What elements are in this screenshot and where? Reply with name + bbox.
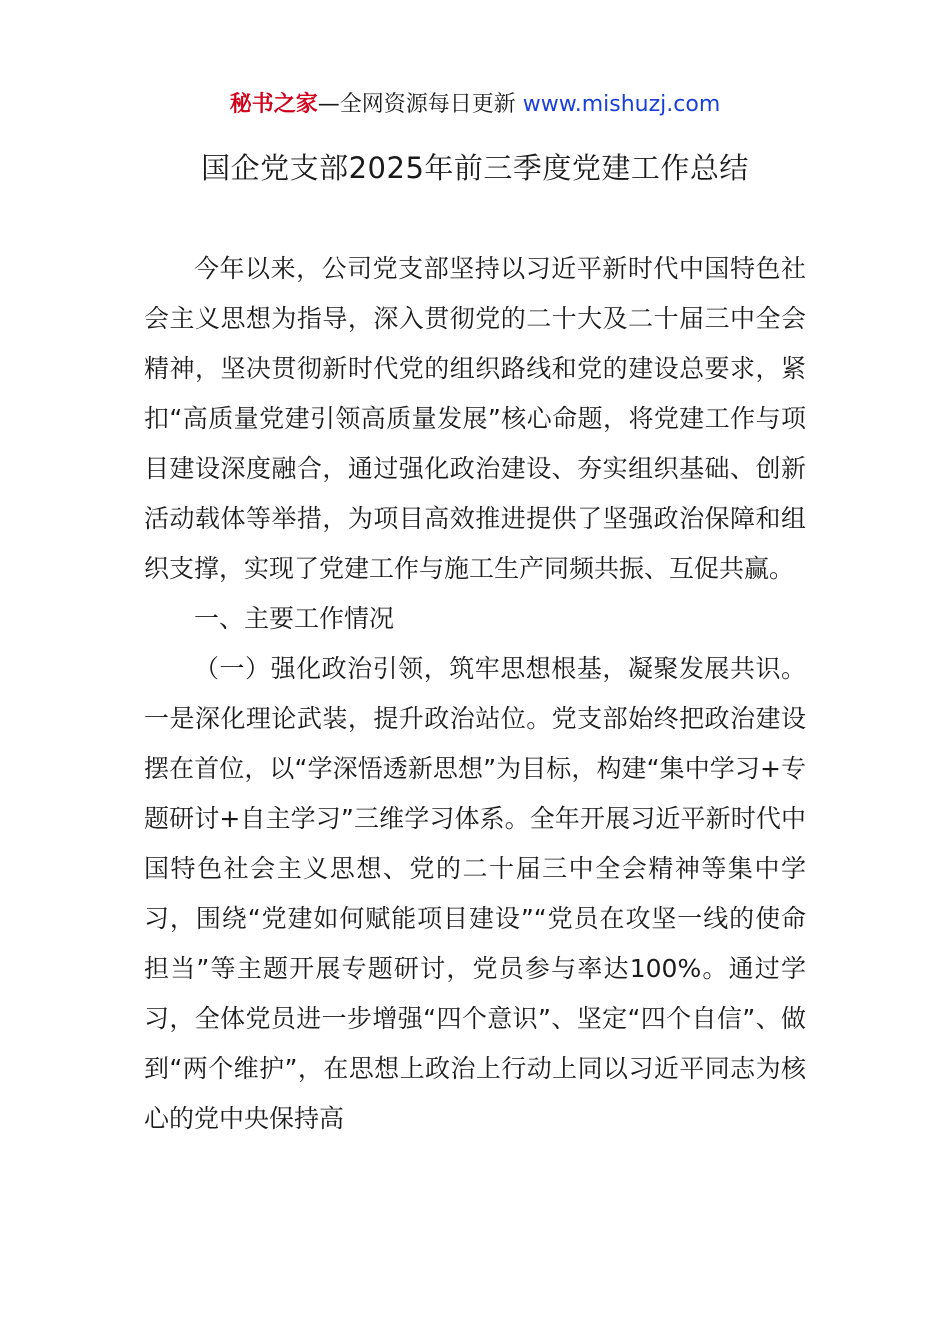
intro-paragraph: 今年以来，公司党支部坚持以习近平新时代中国特色社会主义思想为指导，深入贯彻党的二十大及二十届三中全会精神，坚决贯彻新时代党的组织路线和党的建设总要求，紧扣“高质量党建引领高质量发展”核心命题，将党建工作与项目建设深度融合，通过强化政治建设、夯实组织基础、创新活动载体等举措，为项目高效推进提供了坚强政治保障和组织支撑，实现了党建工作与施工生产同频共振、互促共赢。	[144, 254, 806, 583]
site-header	[0, 88, 950, 122]
section-paragraph: （一）强化政治引领，筑牢思想根基，凝聚发展共识。一是深化理论武装，提升政治站位。党支部始终把政治建设摆在首位，以“学深悟透新思想”为目标，构建“集中学习+专题研讨+自主学习”三维学习体系。全年开展习近平新时代中国特色社会主义思想、党的二十届三中全会精神等集中学习，围绕“党建如何赋能项目建设”“党员在攻坚一线的使命担当”等主题开展专题研讨，党员参与率达100%。通过学习，全体党员进一步增强“四个意识”、坚定“四个自信”、做到“两个维护”，在思想上政治上行动上同以习近平同志为核心的党中央保持高	[144, 654, 806, 1133]
site-url-link[interactable]: www.mishuzj.com	[522, 92, 721, 117]
site-tagline: —全网资源每日更新	[317, 92, 523, 117]
document-title: 国企党支部2025年前三季度党建工作总结	[201, 151, 749, 185]
section-heading: 一、主要工作情况	[194, 604, 395, 633]
site-brand: 秘书之家	[229, 92, 318, 117]
document-body	[144, 244, 806, 1144]
